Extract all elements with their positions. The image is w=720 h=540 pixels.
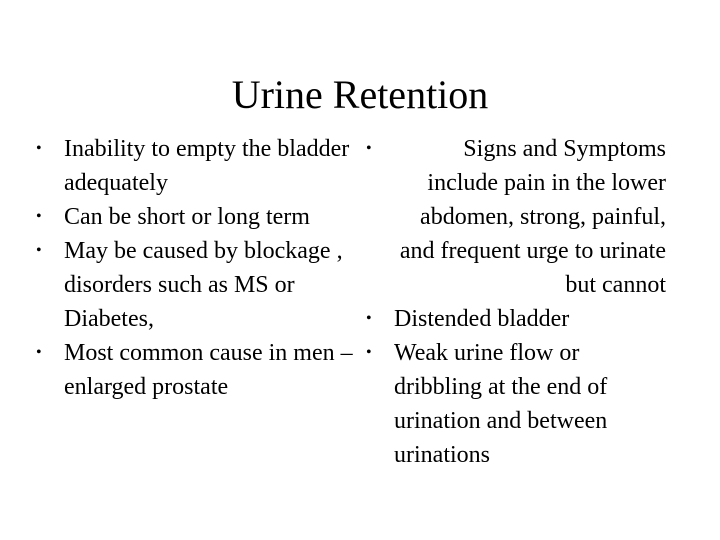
- bullet-icon: •: [36, 242, 42, 259]
- bullet-text: Can be short or long term: [64, 204, 310, 230]
- list-item: [36, 200, 356, 234]
- right-bullet-list: [366, 132, 666, 472]
- bullet-text: Distended bladder: [394, 306, 570, 332]
- bullet-text: Weak urine flow or dribbling at the end of urination and between urinations: [394, 340, 608, 468]
- list-item: [366, 302, 666, 336]
- list-item: [366, 132, 666, 302]
- bullet-text: Inability to empty the bladder adequately: [64, 136, 350, 196]
- bullet-icon: •: [366, 344, 372, 361]
- bullet-icon: •: [36, 344, 42, 361]
- bullet-icon: •: [36, 208, 42, 225]
- list-item: [366, 336, 666, 472]
- list-item: [36, 336, 356, 404]
- bullet-icon: •: [366, 310, 372, 327]
- bullet-text: Most common cause in men –enlarged prostate: [64, 340, 353, 400]
- bullet-text: Signs and Symptoms include pain in the lower abdomen, strong, painful, and frequent urge to urinate but cannot: [399, 136, 666, 298]
- bullet-icon: •: [366, 140, 372, 157]
- bullet-icon: •: [36, 140, 42, 157]
- bullet-text: May be caused by blockage , disorders such as MS or Diabetes,: [64, 238, 343, 332]
- list-item: [36, 132, 356, 200]
- list-item: [36, 234, 356, 336]
- slide-title: Urine Retention: [231, 72, 489, 117]
- left-bullet-list: [36, 132, 356, 404]
